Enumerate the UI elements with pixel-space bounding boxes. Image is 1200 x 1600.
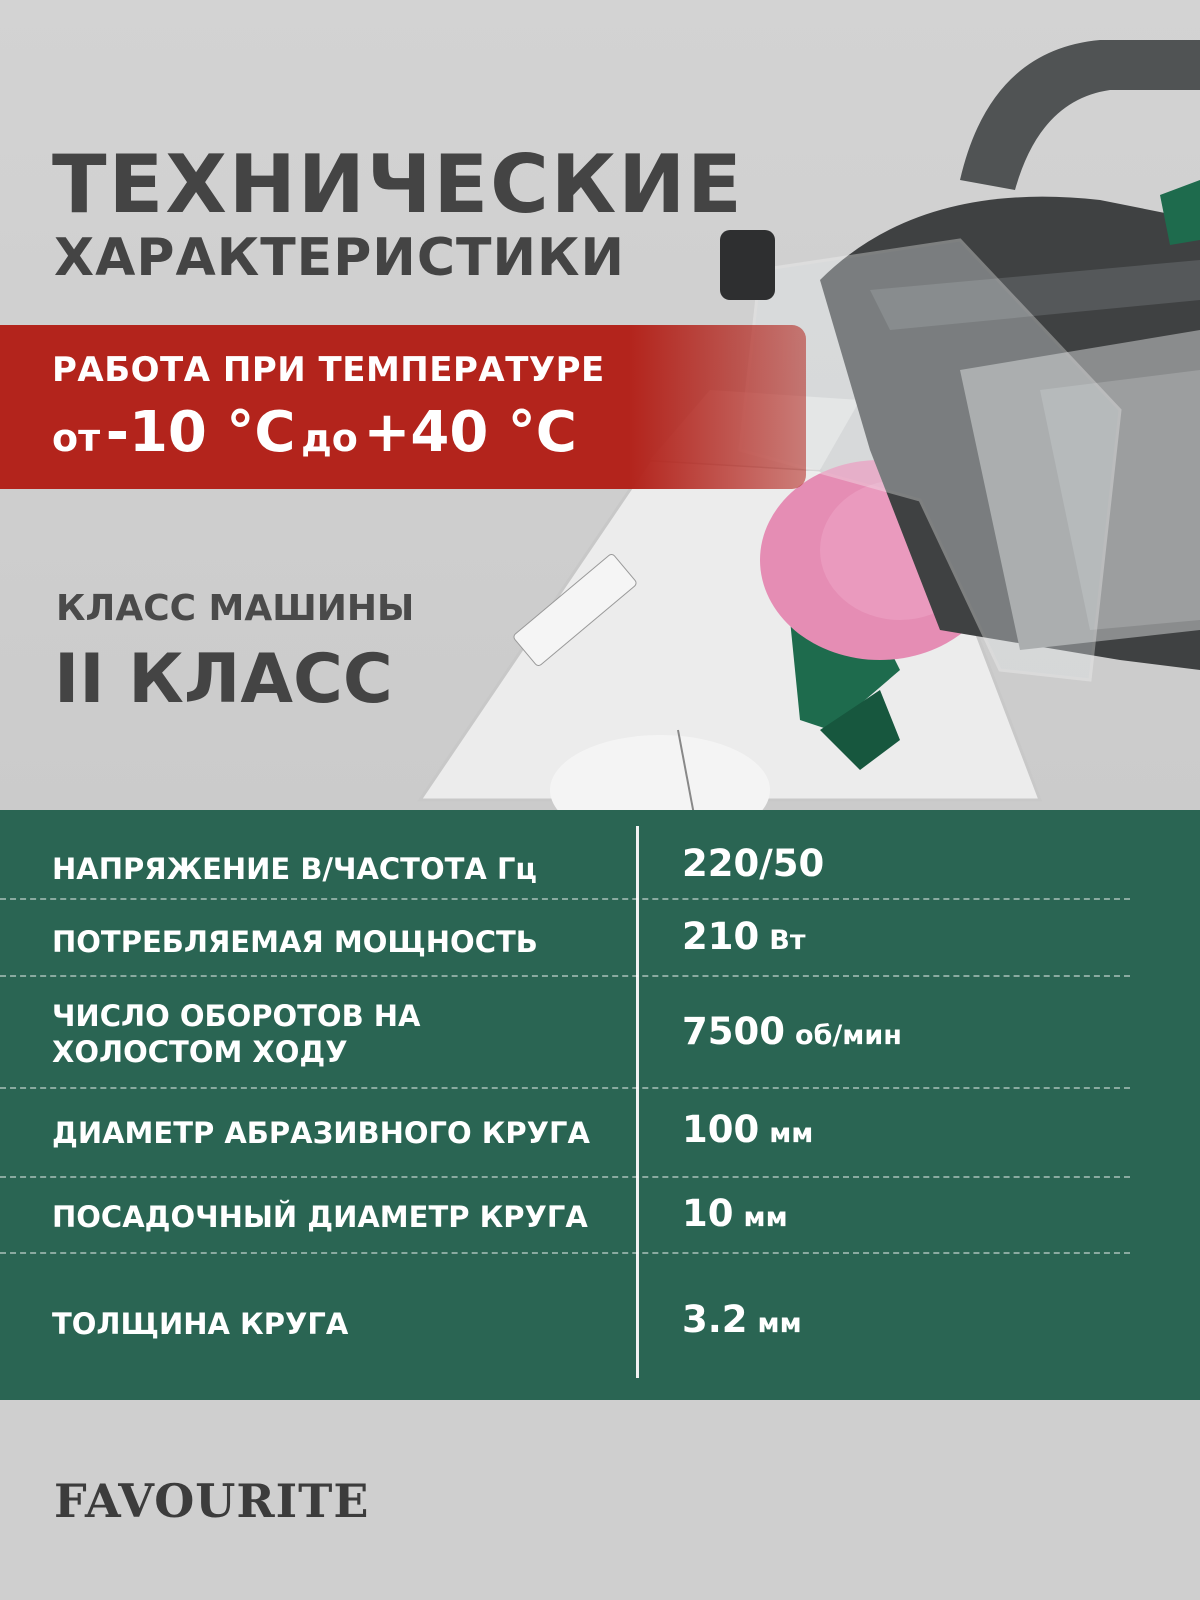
spec-number: 7500	[682, 1010, 785, 1053]
row-separator	[0, 1252, 1130, 1254]
machine-class-label: КЛАСС МАШИНЫ	[56, 588, 415, 629]
spec-number: 220/50	[682, 842, 825, 885]
spec-value-bore-diameter	[682, 1192, 788, 1235]
spec-unit: мм	[743, 1202, 788, 1233]
spec-label-wheel-diameter: ДИАМЕТР АБРАЗИВНОГО КРУГА	[52, 1116, 590, 1150]
spec-label-rpm-line1: ЧИСЛО ОБОРОТОВ НА	[52, 999, 421, 1033]
row-separator	[0, 975, 1130, 977]
spec-unit: мм	[769, 1118, 814, 1149]
spec-number: 210	[682, 915, 760, 958]
row-separator	[0, 1176, 1130, 1178]
spec-label-power: ПОТРЕБЛЯЕМАЯ МОЩНОСТЬ	[52, 925, 538, 959]
temperature-to: +40 °С	[363, 400, 577, 465]
title-line-1: ТЕХНИЧЕСКИЕ	[52, 138, 744, 231]
spec-unit: Вт	[769, 925, 806, 956]
spec-label-rpm-line2: ХОЛОСТОМ ХОДУ	[52, 1035, 348, 1069]
temperature-from: -10 °С	[105, 400, 296, 465]
spec-number: 3.2	[682, 1298, 748, 1341]
temperature-caption: РАБОТА ПРИ ТЕМПЕРАТУРЕ	[52, 350, 605, 390]
spec-value-rpm	[682, 1010, 902, 1053]
machine-class-value: II КЛАСС	[54, 640, 393, 719]
spec-value-voltage	[682, 842, 824, 885]
spec-value-wheel-thickness	[682, 1298, 802, 1341]
row-separator	[0, 1087, 1130, 1089]
spec-value-wheel-diameter	[682, 1108, 813, 1151]
brand-logo: FAVOURITE	[54, 1474, 370, 1528]
spec-number: 10	[682, 1192, 734, 1235]
spec-unit: об/мин	[794, 1020, 902, 1051]
spec-column-divider	[636, 826, 639, 1378]
spec-unit: мм	[757, 1308, 802, 1339]
title-line-2: ХАРАКТЕРИСТИКИ	[54, 228, 625, 288]
temperature-prefix: от	[52, 416, 101, 460]
spec-label-bore-diameter: ПОСАДОЧНЫЙ ДИАМЕТР КРУГА	[52, 1200, 588, 1234]
spec-label-wheel-thickness: ТОЛЩИНА КРУГА	[52, 1307, 349, 1341]
spec-label-voltage: НАПРЯЖЕНИЕ В/ЧАСТОТА Гц	[52, 852, 537, 886]
temperature-middle: до	[301, 416, 358, 460]
row-separator	[0, 898, 1130, 900]
temperature-range	[52, 400, 577, 465]
spec-label-rpm	[52, 998, 421, 1070]
spec-number: 100	[682, 1108, 760, 1151]
spec-value-power	[682, 915, 805, 958]
